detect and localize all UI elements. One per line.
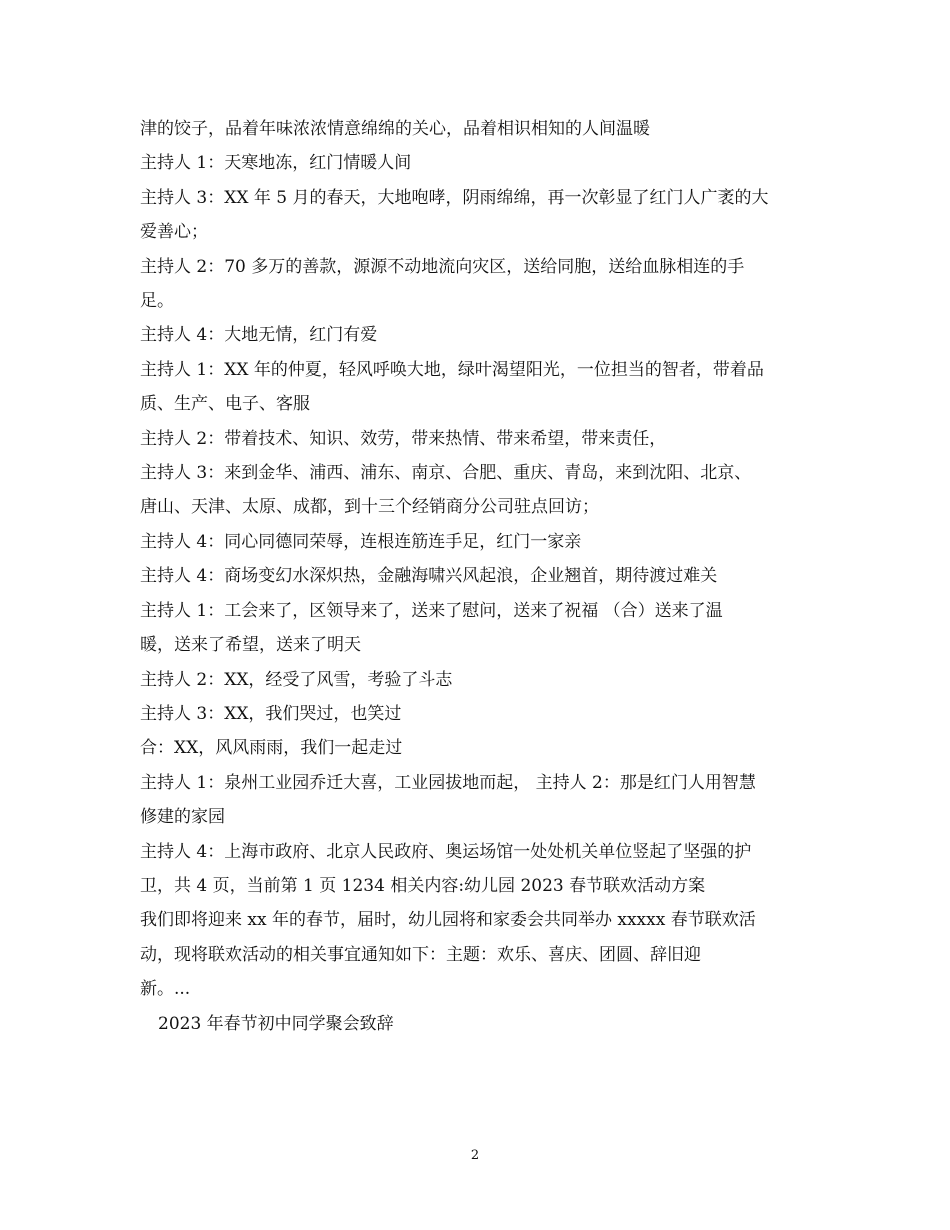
text-line: 主持人 2：XX，经受了风雪，考验了斗志 (140, 669, 453, 690)
text-line: 主持人 4：同心同德同荣辱，连根连筋连手足，红门一家亲 (140, 531, 582, 552)
text-line: 主持人 1：泉州工业园乔迁大喜，工业园拔地而起， 主持人 2：那是红门人用智慧 (140, 772, 756, 793)
text-line: 主持人 4：大地无情，红门有爱 (140, 325, 378, 346)
text-line: 质、生产、电子、客服 (140, 394, 310, 415)
text-line: 足。 (140, 291, 174, 312)
text-line: 主持人 3：XX 年 5 月的春天，大地咆哮，阴雨绵绵，再一次彰显了红门人广袤的大 (140, 187, 769, 208)
text-line: 主持人 1：天寒地冻，红门情暖人间 (140, 153, 412, 174)
text-line: 主持人 1：工会来了，区领导来了，送来了慰问，送来了祝福 （合）送来了温 (140, 600, 723, 621)
text-line: 新。... (140, 979, 191, 1000)
text-line: 爱善心； (140, 222, 208, 243)
text-line: 津的饺子，品着年味浓浓情意绵绵的关心，品着相识相知的人间温暖 (140, 119, 650, 139)
document-body (140, 112, 820, 1041)
text-line: 主持人 1：XX 年的仲夏，轻风呼唤大地，绿叶渴望阳光，一位担当的智者，带着品 (140, 359, 764, 380)
text-line: 唐山、天津、太原、成都，到十三个经销商分公司驻点回访； (140, 497, 599, 518)
text-line: 暖，送来了希望，送来了明天 (140, 635, 361, 656)
text-line: 合：XX，风风雨雨，我们一起走过 (140, 738, 403, 759)
text-line: 我们即将迎来 xx 年的春节，届时，幼儿园将和家委会共同举办 xxxxx 春节联欢活 (140, 910, 756, 931)
text-line: 主持人 2：带着技术、知识、效劳，带来热情、带来希望，带来责任， (140, 428, 667, 449)
page-number: 2 (470, 1148, 480, 1163)
text-line: 主持人 3：来到金华、浦西、浦东、南京、合肥、重庆、青岛，来到沈阳、北京、 (140, 463, 752, 484)
text-line: 主持人 4：上海市政府、北京人民政府、奥运场馆一处处机关单位竖起了坚强的护 (140, 841, 752, 862)
section-heading: 2023 年春节初中同学聚会致辞 (158, 1013, 394, 1034)
text-line: 修建的家园 (140, 807, 225, 828)
text-line: 主持人 2：70 多万的善款，源源不动地流向灾区，送给同胞，送给血脉相连的手 (140, 256, 745, 277)
text-line: 动，现将联欢活动的相关事宜通知如下：主题：欢乐、喜庆、团圆、辞旧迎 (140, 944, 701, 965)
text-line: 卫，共 4 页，当前第 1 页 1234 相关内容:幼儿园 2023 春节联欢活动方案 (140, 875, 706, 896)
text-line: 主持人 4：商场变幻水深炽热，金融海啸兴风起浪，企业翘首，期待渡过难关 (140, 566, 718, 587)
text-line: 主持人 3：XX，我们哭过，也笑过 (140, 703, 402, 724)
